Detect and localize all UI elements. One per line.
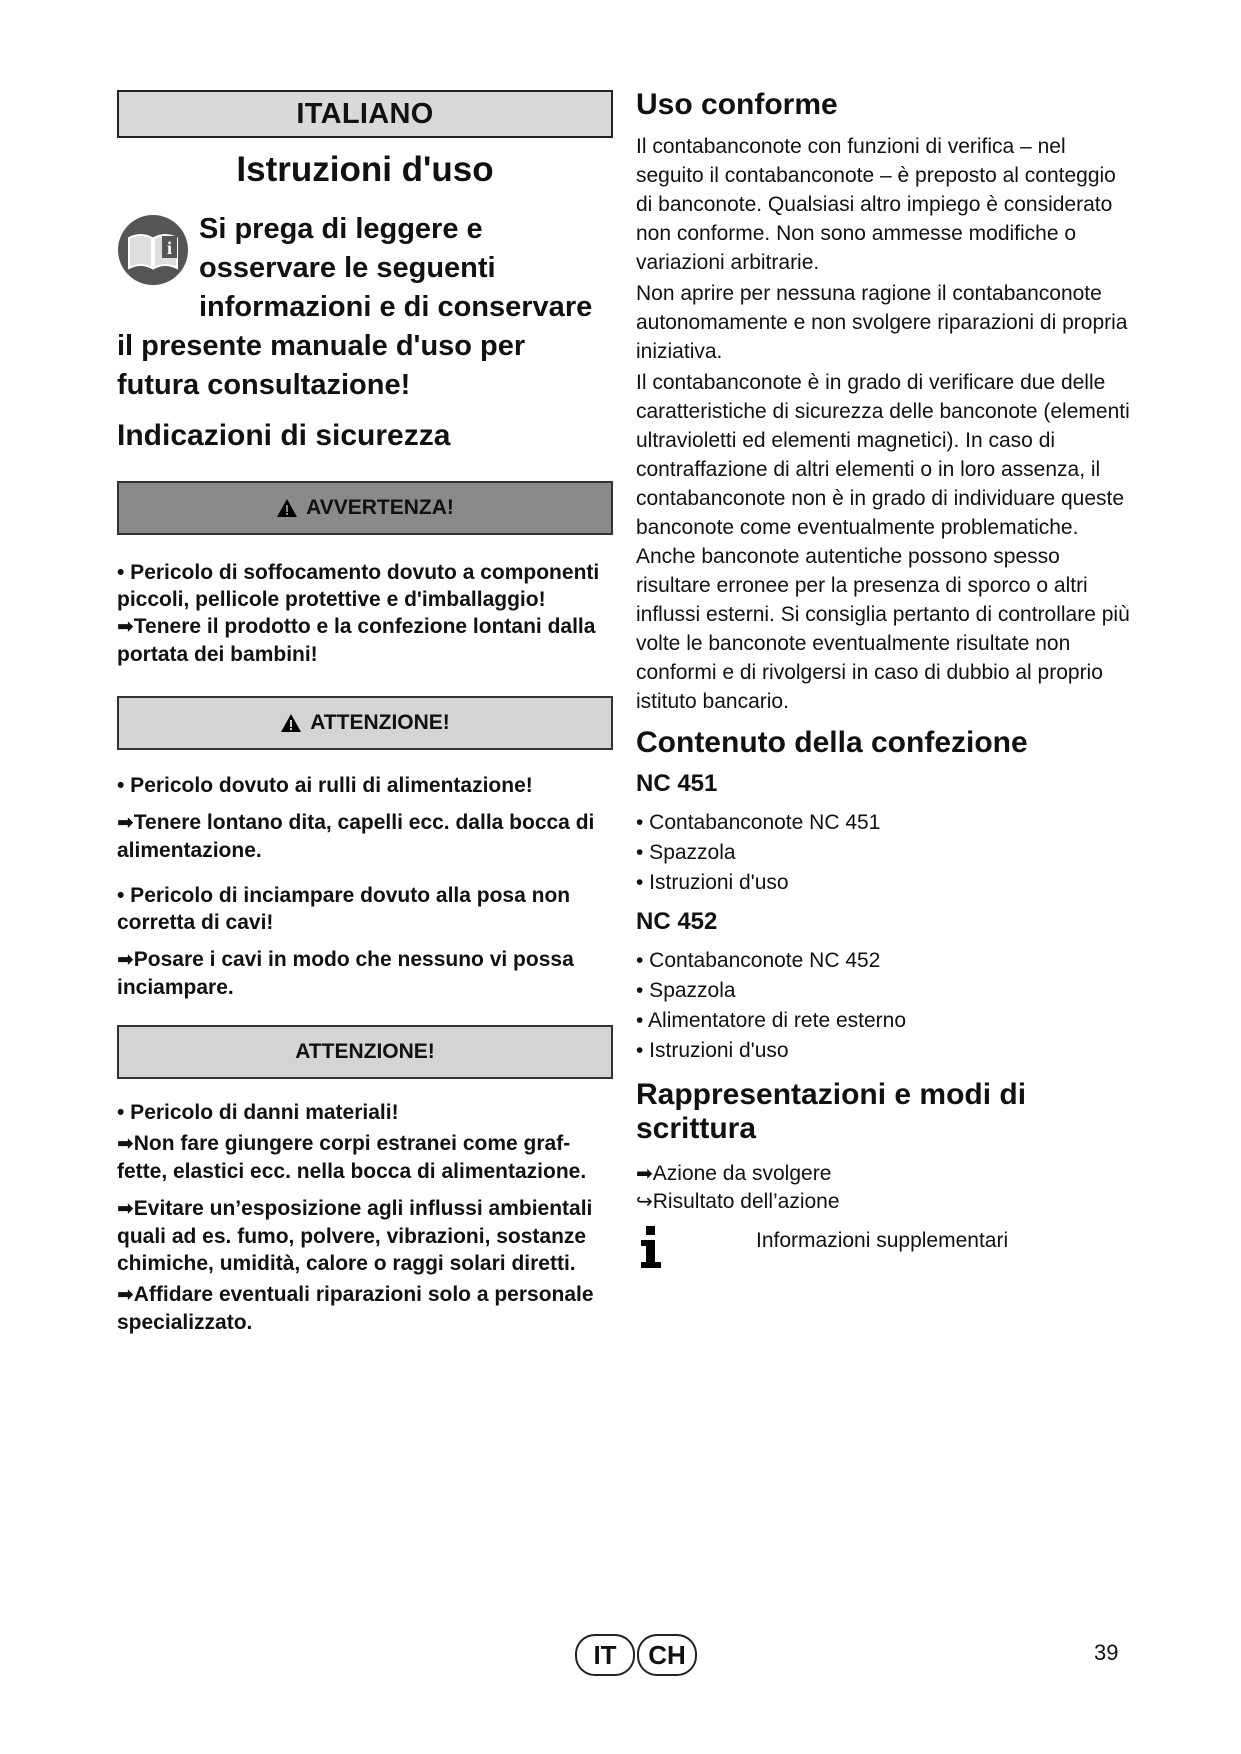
legend-info	[636, 1224, 1131, 1275]
warning-bar-attenzione	[117, 696, 613, 750]
warning-triangle-icon	[276, 498, 298, 518]
list-item: • Istruzioni d'uso	[636, 1039, 789, 1062]
legend-info-text: Informazioni supplementari	[756, 1229, 1009, 1252]
model-nc452-heading: NC 452	[636, 908, 718, 935]
action-item	[117, 946, 613, 1001]
document-title: Istruzioni d'uso	[236, 150, 494, 189]
svg-text:i: i	[166, 238, 173, 258]
hazard-text: • Pericolo di danni materiali!	[117, 1101, 399, 1124]
info-icon-wrap	[636, 1224, 756, 1275]
action-text: Affidare eventuali riparazioni solo a personale specializzato.	[117, 1283, 594, 1334]
action-text: Tenere lontano dita, capelli ecc. dalla bocca di alimentazione.	[117, 811, 595, 862]
read-manual-icon	[117, 214, 189, 286]
action-arrow-icon: ➡	[117, 1133, 134, 1155]
list-item: • Alimentatore di rete esterno	[636, 1009, 906, 1032]
uso-paragraph-1: Il contabanconote con funzioni di verifica – nel seguito il contabanconote – è preposto al conteggio di banconote. Qualsiasi altro impiego è considerato non conforme. Non sono ammesse modifiche o variazioni arbitrarie.	[636, 135, 1116, 274]
page-number: 39	[1094, 1640, 1119, 1665]
uso-paragraph-3: Il contabanconote è in grado di verificare due delle caratteristiche di sicurezza delle banconote (elementi ultravioletti ed elementi magnetici). In caso di contraffazione di altri elementi o in loro assenza, il contabanconote non è in grado di individuare queste banconote come eventualmente problematiche. Anche banconote autentiche possono spesso risultare erronee per la presenza di sporco o altri influssi esterni. Si consiglia pertanto di controllare più volte le banconote eventualmente risultate non conformi e di rivolgersi in caso di dubbio al proprio istituto bancario.	[636, 371, 1130, 713]
hazard-text: • Pericolo di inciampare dovuto alla posa non corretta di cavi!	[117, 884, 571, 934]
action-item	[117, 613, 613, 668]
action-arrow-icon: ➡	[117, 812, 134, 834]
uso-conforme-heading: Uso conforme	[636, 88, 838, 121]
legend-action	[636, 1160, 1131, 1188]
warning-label: ATTENZIONE!	[310, 711, 450, 734]
result-arrow-icon: ↪	[636, 1191, 653, 1213]
notice-bar-attenzione	[117, 1025, 613, 1079]
left-column	[117, 90, 613, 1336]
list-item: • Spazzola	[636, 841, 736, 864]
nc452-contents-list	[636, 946, 1131, 1066]
action-text: Tenere il prodotto e la confezione lontani dalla portata dei bambini!	[117, 615, 596, 666]
list-item: • Contabanconote NC 452	[636, 949, 881, 972]
action-arrow-icon: ➡	[117, 616, 134, 638]
action-text: Non fare giungere corpi estranei come graf-fette, elastici ecc. nella bocca di alimentazione.	[117, 1132, 587, 1183]
action-arrow-icon: ➡	[636, 1163, 653, 1185]
country-badges	[575, 1634, 697, 1676]
action-item	[117, 1281, 613, 1336]
intro-notice	[117, 210, 613, 405]
notice-label: ATTENZIONE!	[295, 1040, 435, 1063]
warning-bar-avvertenza	[117, 481, 613, 535]
info-icon	[636, 1224, 666, 1270]
uso-paragraph-2: Non aprire per nessuna ragione il contabanconote autonomamente e non svolgere riparazioni di propria iniziativa.	[636, 282, 1128, 363]
action-arrow-icon: ➡	[117, 949, 134, 971]
nc451-contents-list	[636, 808, 1131, 898]
legend-result-text: Risultato dell’azione	[652, 1190, 840, 1213]
action-item	[117, 809, 613, 864]
action-item	[117, 1130, 613, 1185]
representations-heading: Rappresentazioni e modi di scrittura	[636, 1078, 1027, 1145]
action-item	[117, 1195, 613, 1277]
action-arrow-icon: ➡	[117, 1284, 134, 1306]
contents-heading: Contenuto della confezione	[636, 726, 1028, 759]
warning-label: AVVERTENZA!	[306, 496, 454, 519]
badge-it: IT	[575, 1634, 635, 1676]
list-item: • Contabanconote NC 451	[636, 811, 881, 834]
legend-result	[636, 1188, 1131, 1216]
hazard-text: • Pericolo di soffocamento dovuto a componenti piccoli, pellicole protettive e d'imballaggio!	[117, 561, 600, 611]
legend-action-text: Azione da svolgere	[652, 1162, 832, 1185]
badge-ch: CH	[637, 1634, 697, 1676]
action-text: Posare i cavi in modo che nessuno vi possa inciampare.	[117, 948, 574, 999]
list-item: • Istruzioni d'uso	[636, 871, 789, 894]
model-nc451-heading: NC 451	[636, 770, 718, 797]
right-column	[636, 88, 1131, 1275]
warning-triangle-icon	[280, 713, 302, 733]
list-item: • Spazzola	[636, 979, 736, 1002]
safety-heading: Indicazioni di sicurezza	[117, 419, 451, 452]
action-text: Evitare un’esposizione agli influssi ambientali quali ad es. fumo, polvere, vibrazioni, sostanze chimiche, umidità, calore o raggi solari diretti.	[117, 1197, 593, 1275]
language-label: ITALIANO	[117, 90, 613, 138]
action-arrow-icon: ➡	[117, 1198, 134, 1220]
intro-text: Si prega di leggere e osservare le seguenti informazioni e di conservare il presente manuale d'uso per futura consultazione!	[117, 213, 593, 401]
hazard-text: • Pericolo dovuto ai rulli di alimentazione!	[117, 774, 533, 797]
